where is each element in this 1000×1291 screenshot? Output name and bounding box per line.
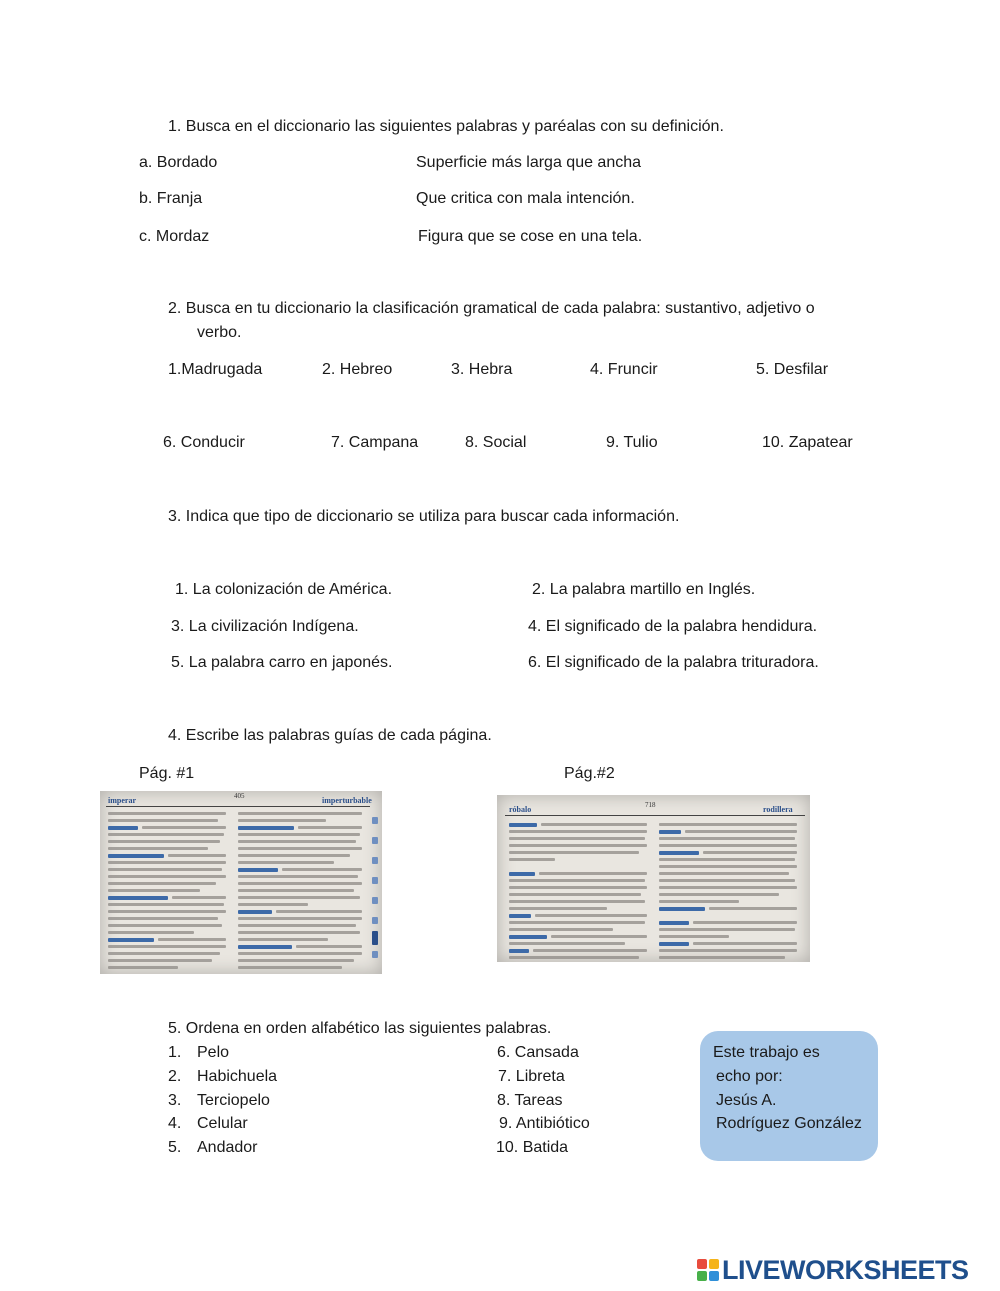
- q3-item-2: 2. La palabra martillo en Inglés.: [532, 581, 756, 598]
- page2-headword-roble: [509, 914, 531, 918]
- q5-number-5: 5.: [168, 1139, 182, 1156]
- q5-word-7: 7. Libreta: [498, 1068, 565, 1085]
- page2-label: Pág.#2: [564, 765, 615, 782]
- page2-headword-robar: [509, 872, 535, 876]
- q5-number-1: 1.: [168, 1044, 182, 1061]
- page2-headword-rodaje: [659, 942, 689, 946]
- q5-number-4: 4.: [168, 1115, 182, 1132]
- q2-word-4: 4. Fruncir: [590, 361, 658, 378]
- q2-instruction-line2: verbo.: [197, 324, 242, 341]
- page1-headword-imperceptible: [108, 896, 168, 900]
- page2-guide-word-right: rodillera: [763, 805, 793, 814]
- q5-word-4: Celular: [197, 1115, 248, 1132]
- logo-wordmark: LIVEWORKSHEETS: [722, 1254, 969, 1285]
- q5-word-2: Habichuela: [197, 1068, 278, 1085]
- page2-headword-rock: [659, 830, 681, 834]
- page2-guide-word-left: róbalo: [509, 805, 532, 814]
- q2-word-10: 10. Zapatear: [762, 434, 853, 451]
- q3-instruction: 3. Indica que tipo de diccionario se utiliza para buscar cada información.: [168, 508, 680, 525]
- q3-item-6: 6. El significado de la palabra trituradora.: [528, 654, 819, 671]
- page1-headword-imperar: [108, 826, 138, 830]
- q5-number-2: 2.: [168, 1068, 182, 1085]
- q5-word-10: 10. Batida: [496, 1139, 569, 1156]
- q5-instruction: 5. Ordena en orden alfabético las siguientes palabras.: [168, 1020, 552, 1037]
- page1-guide-word-right: imperturbable: [322, 796, 372, 805]
- q2-instruction-line1: 2. Busca en tu diccionario la clasificación gramatical de cada palabra: sustantivo, adjetivo o: [168, 300, 815, 317]
- q1-word-b: b. Franja: [139, 190, 203, 207]
- q2-word-2: 2. Hebreo: [322, 361, 393, 378]
- page2-headword-robledal: [509, 935, 547, 939]
- page2-page-number: 718: [645, 801, 656, 809]
- q2-word-3: 3. Hebra: [451, 361, 513, 378]
- q2-word-6: 6. Conducir: [163, 434, 245, 451]
- q3-item-1: 1. La colonización de América.: [175, 581, 393, 598]
- page1-headword-impericia: [238, 868, 278, 872]
- q3-item-4: 4. El significado de la palabra hendidura.: [528, 618, 818, 635]
- page1-headword-imperioso: [238, 945, 292, 949]
- q5-word-5: Andador: [197, 1139, 258, 1156]
- credit-line-2: echo por:: [716, 1068, 783, 1085]
- page1-header-rule: [106, 806, 370, 807]
- q1-word-c: c. Mordaz: [139, 228, 210, 245]
- page1-page-number: 405: [234, 792, 245, 800]
- page2-headword-rocoso: [659, 907, 705, 911]
- page1-label: Pág. #1: [139, 765, 195, 782]
- q2-word-1: 1.Madrugada: [168, 361, 263, 378]
- q5-word-8: 8. Tareas: [497, 1092, 563, 1109]
- page1-guide-word-left: imperar: [108, 796, 136, 805]
- page1-headword-imperialista: [238, 826, 294, 830]
- credit-line-1: Este trabajo es: [713, 1044, 820, 1061]
- q3-item-5: 5. La palabra carro en japonés.: [171, 654, 393, 671]
- q1-definition-1: Superficie más larga que ancha: [416, 154, 642, 171]
- q5-word-1: Pelo: [197, 1044, 230, 1061]
- q2-word-7: 7. Campana: [331, 434, 419, 451]
- logo-blocks-icon: [697, 1259, 719, 1281]
- q3-item-3: 3. La civilización Indígena.: [171, 618, 359, 635]
- credit-line-3: Jesús A.: [716, 1092, 777, 1109]
- q1-word-a: a. Bordado: [139, 154, 218, 171]
- q5-word-9: 9. Antibiótico: [499, 1115, 590, 1132]
- page2-headword-rodaja: [659, 921, 689, 925]
- q1-instruction: 1. Busca en el diccionario las siguientes palabras y paréalas con su definición.: [168, 118, 724, 135]
- q5-word-6: 6. Cansada: [497, 1044, 579, 1061]
- q1-definition-3: Figura que se cose en una tela.: [418, 228, 643, 245]
- page2-headword-robo: [509, 949, 529, 953]
- author-credit-box: [700, 1031, 878, 1161]
- q2-word-5: 5. Desfilar: [756, 361, 829, 378]
- liveworksheets-logo: [697, 1255, 969, 1285]
- page2-header-rule: [505, 815, 805, 816]
- q4-instruction: 4. Escribe las palabras guías de cada página.: [168, 727, 492, 744]
- page2-headword-robalo: [509, 823, 537, 827]
- page1-headword-imperdible: [108, 938, 154, 942]
- page2-headword-rococo: [659, 851, 699, 855]
- q5-word-3: Terciopelo: [197, 1092, 270, 1109]
- dictionary-page-photo-2: [497, 795, 810, 962]
- q2-word-8: 8. Social: [465, 434, 527, 451]
- credit-line-4: Rodríguez González: [716, 1115, 862, 1132]
- q1-definition-2: Que critica con mala intención.: [416, 190, 635, 207]
- page1-headword-imperativo: [108, 854, 164, 858]
- dictionary-page-photo-1: [100, 791, 382, 974]
- q2-word-9: 9. Tulio: [606, 434, 658, 451]
- page1-headword-imperio: [238, 910, 272, 914]
- q5-number-3: 3.: [168, 1092, 182, 1109]
